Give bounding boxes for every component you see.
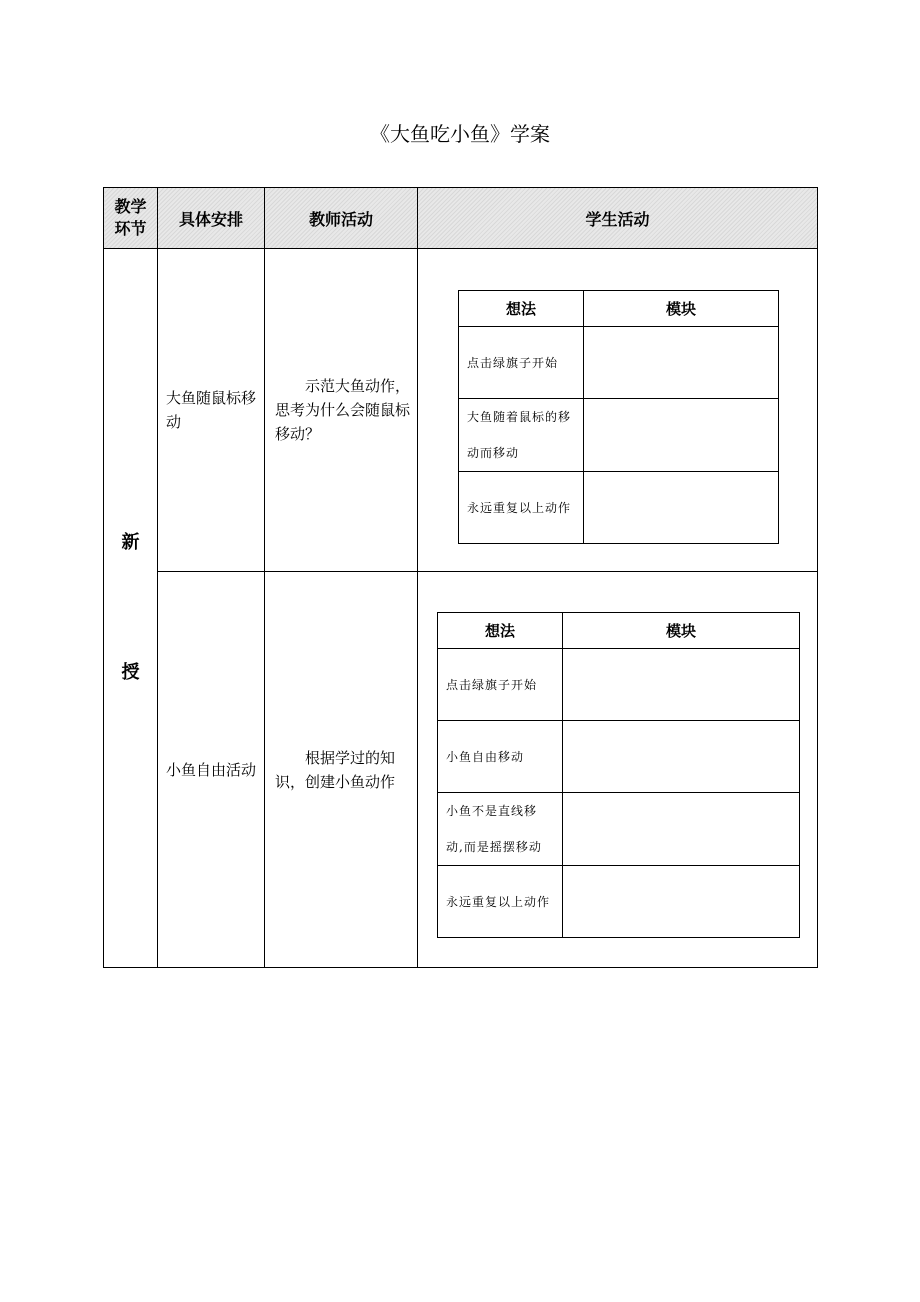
block-cell [563, 721, 800, 793]
teacher-activity-cell: 示范大鱼动作，思考为什么会随鼠标移动？ [265, 249, 418, 572]
section-new-lesson [104, 249, 158, 968]
table-row [438, 866, 800, 938]
student-table-header [438, 613, 800, 649]
idea-cell: 点击绿旗子开始 [438, 649, 563, 721]
header-teacher-activity: 教师活动 [265, 188, 418, 249]
block-cell [563, 649, 800, 721]
block-cell [584, 472, 779, 544]
section-char-1: 新 [121, 532, 140, 553]
student-table-header [459, 291, 779, 327]
header-teaching-stage-line1: 教学 [114, 197, 147, 216]
block-cell [563, 793, 800, 866]
section-char-2: 授 [121, 662, 140, 683]
block-cell [563, 866, 800, 938]
student-activity-cell [418, 249, 818, 572]
header-student-activity: 学生活动 [418, 188, 818, 249]
header-teaching-stage [104, 188, 158, 249]
table-row [438, 721, 800, 793]
arrangement-cell: 大鱼随鼠标移动 [158, 249, 265, 572]
header-arrangement: 具体安排 [158, 188, 265, 249]
row-small-fish [104, 572, 818, 968]
student-idea-table [437, 612, 800, 938]
table-row [459, 327, 779, 399]
table-row [459, 472, 779, 544]
header-row [104, 188, 818, 249]
block-cell [584, 327, 779, 399]
table-row [438, 793, 800, 866]
student-activity-cell [418, 572, 818, 968]
block-cell [584, 399, 779, 472]
idea-cell: 点击绿旗子开始 [459, 327, 584, 399]
table-row [459, 399, 779, 472]
idea-cell: 永远重复以上动作 [438, 866, 563, 938]
arrangement-cell: 小鱼自由活动 [158, 572, 265, 968]
idea-cell: 小鱼自由移动 [438, 721, 563, 793]
page-title: 《大鱼吃小鱼》学案 [370, 122, 550, 146]
teacher-activity-cell: 根据学过的知识，创建小鱼动作 [265, 572, 418, 968]
header-teaching-stage-line2: 环节 [114, 219, 147, 238]
lesson-plan-table [103, 187, 818, 968]
table-row [438, 649, 800, 721]
row-big-fish [104, 249, 818, 572]
student-idea-table [458, 290, 779, 544]
header-block: 模块 [584, 291, 779, 327]
idea-cell: 大鱼随着鼠标的移动而移动 [459, 399, 584, 472]
idea-cell: 小鱼不是直线移动,而是摇摆移动 [438, 793, 563, 866]
header-block: 模块 [563, 613, 800, 649]
header-idea: 想法 [459, 291, 584, 327]
header-idea: 想法 [438, 613, 563, 649]
idea-cell: 永远重复以上动作 [459, 472, 584, 544]
